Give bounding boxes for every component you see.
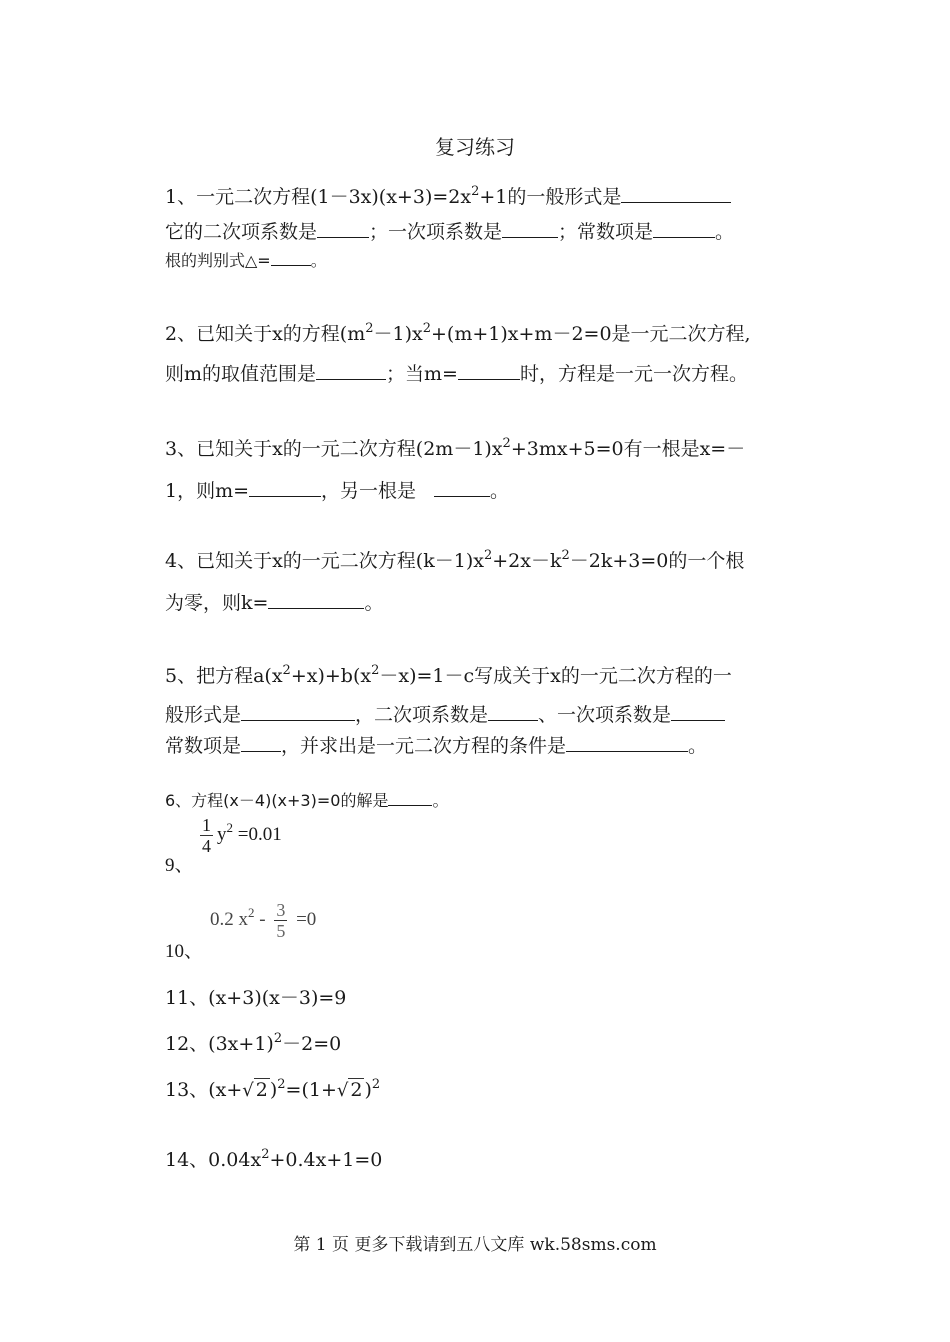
square-root <box>337 1078 365 1103</box>
q5-text: 5、把方程a(x <box>165 665 283 687</box>
question-5-line-2 <box>165 702 725 727</box>
superscript: 2 <box>422 321 432 336</box>
q13-text: ) <box>364 1079 372 1101</box>
answer-blank[interactable] <box>458 361 520 380</box>
question-5-line-1 <box>165 664 732 688</box>
answer-blank[interactable] <box>317 219 369 238</box>
answer-blank[interactable] <box>621 184 731 203</box>
answer-blank[interactable] <box>388 790 432 806</box>
q12-text: 12、(3x+1) <box>165 1033 274 1055</box>
q5-text: 、一次项系数是 <box>538 704 672 726</box>
question-11 <box>165 986 346 1010</box>
fraction-numerator: 1 <box>202 815 211 835</box>
superscript: 2 <box>273 1031 283 1046</box>
answer-blank[interactable] <box>241 733 281 752</box>
question-6 <box>165 789 448 813</box>
superscript: 2 <box>483 548 493 563</box>
radical-sign-icon: √ <box>336 1080 349 1101</box>
punctuation: 。 <box>432 791 449 810</box>
answer-blank[interactable] <box>502 219 558 238</box>
q12-text-rest: －2=0 <box>282 1033 342 1055</box>
superscript: 2 <box>226 819 233 835</box>
q13-text: ) <box>269 1079 278 1101</box>
q14-text: 14、0.04x <box>165 1149 262 1171</box>
equation-rest: =0.01 <box>233 823 282 845</box>
fraction <box>200 815 213 856</box>
q5-text: 般形式是 <box>165 704 242 726</box>
question-1-line-1 <box>165 184 731 209</box>
radicand: 2 <box>255 1079 268 1101</box>
q1-quadratic-coef-label: 它的二次项系数是 <box>165 221 318 243</box>
q1-superscript: 2 <box>471 184 480 199</box>
q2-text: 时，方程是一元一次方程。 <box>519 363 748 385</box>
q13-text: (x+ <box>208 1079 243 1101</box>
punctuation: 。 <box>688 735 708 757</box>
answer-blank[interactable] <box>241 702 355 721</box>
question-4-line-1 <box>165 549 744 573</box>
answer-blank[interactable] <box>671 702 725 721</box>
question-10-label: 10、 <box>165 941 204 962</box>
q5-text: 常数项是 <box>165 735 242 757</box>
question-3-line-1 <box>165 437 745 461</box>
q5-text: +x)+b(x <box>290 665 372 687</box>
question-5-line-3 <box>165 733 707 758</box>
q2-text: 2、已知关于x的方程(m <box>165 323 366 345</box>
q4-text: 为零，则k= <box>165 592 269 614</box>
question-9-equation <box>196 815 282 856</box>
q2-text: +(m+1)x+m－2=0是一元二次方程, <box>431 323 751 345</box>
question-9-label: 9、 <box>165 855 194 876</box>
q2-text: 则m的取值范围是 <box>165 363 317 385</box>
superscript: 2 <box>371 663 380 678</box>
answer-blank[interactable] <box>653 219 715 238</box>
q13-text: =(1+ <box>285 1079 337 1101</box>
square-root <box>242 1078 270 1103</box>
question-1-line-2 <box>165 219 734 244</box>
q3-text: +3mx+5=0有一根是x=－ <box>510 438 746 460</box>
radical-sign-icon: √ <box>242 1080 254 1101</box>
superscript: 2 <box>261 1147 270 1162</box>
answer-blank[interactable] <box>271 250 311 266</box>
question-4-line-2 <box>165 590 383 615</box>
q4-text: 4、已知关于x的一元二次方程(k－1)x <box>165 550 484 572</box>
minus-sign: - <box>254 908 271 930</box>
question-14 <box>165 1148 382 1172</box>
question-13 <box>165 1078 380 1103</box>
radicand: 2 <box>350 1079 363 1101</box>
answer-blank[interactable] <box>268 590 364 609</box>
answer-blank[interactable] <box>316 361 386 380</box>
superscript: 2 <box>277 1077 286 1092</box>
question-2-line-2 <box>165 361 748 386</box>
answer-blank[interactable] <box>434 478 490 497</box>
q3-text: ，另一根是 <box>321 480 417 502</box>
fraction-denominator: 4 <box>202 836 211 856</box>
answer-blank[interactable] <box>566 733 688 752</box>
q1-discriminant-label: 根的判别式△= <box>165 251 271 270</box>
q13-label: 13、 <box>165 1079 209 1101</box>
question-12 <box>165 1032 341 1056</box>
q1-constant-label: ；常数项是 <box>558 221 654 243</box>
answer-blank[interactable] <box>249 478 321 497</box>
q3-text: 3、已知关于x的一元二次方程(2m－1)x <box>165 438 503 460</box>
answer-blank[interactable] <box>488 702 538 721</box>
q5-text: －x)=1－c写成关于x的一元二次方程的一 <box>379 665 732 687</box>
superscript: 2 <box>371 1077 381 1092</box>
page-footer: 第 1 页 更多下载请到五八文库 wk.58sms.com <box>293 1235 657 1255</box>
q5-text: ，并求出是一元二次方程的条件是 <box>281 735 567 757</box>
fraction-numerator: 3 <box>276 900 286 920</box>
q5-text: ，二次项系数是 <box>355 704 489 726</box>
punctuation: 。 <box>715 221 735 243</box>
superscript: 2 <box>502 436 511 451</box>
question-3-line-2 <box>165 478 509 503</box>
q2-text: －1)x <box>373 323 423 345</box>
punctuation: 。 <box>490 480 510 502</box>
q1-text-tail: +1的一般形式是 <box>479 186 622 208</box>
q11-text: 11、(x+3)(x－3)=9 <box>165 987 347 1009</box>
question-2-line-1 <box>165 322 751 346</box>
question-1-line-3 <box>165 249 327 273</box>
q1-linear-coef-label: ；一次项系数是 <box>369 221 503 243</box>
q4-text: －2k+3=0的一个根 <box>569 550 745 572</box>
q14-text-rest: +0.4x+1=0 <box>269 1149 383 1171</box>
superscript: 2 <box>365 321 374 336</box>
q1-text: 1、一元二次方程(1－3x)(x+3)=2x <box>165 186 472 208</box>
variable: y <box>217 823 227 845</box>
punctuation: 。 <box>364 592 384 614</box>
superscript: 2 <box>561 548 570 563</box>
equation-lead: 0.2 x <box>210 908 248 930</box>
q3-text: 1，则m= <box>165 480 250 502</box>
page-title: 复习练习 <box>435 135 515 159</box>
punctuation: 。 <box>310 251 327 270</box>
equation-rest: =0 <box>291 908 317 930</box>
q6-text: 6、方程(x－4)(x+3)=0的解是 <box>165 791 389 810</box>
superscript: 2 <box>248 904 255 920</box>
question-10-equation <box>210 900 316 941</box>
fraction <box>274 900 287 941</box>
q2-text: ；当m= <box>386 363 458 385</box>
q4-text: +2x－k <box>492 550 562 572</box>
superscript: 2 <box>282 663 291 678</box>
fraction-denominator: 5 <box>276 921 286 941</box>
